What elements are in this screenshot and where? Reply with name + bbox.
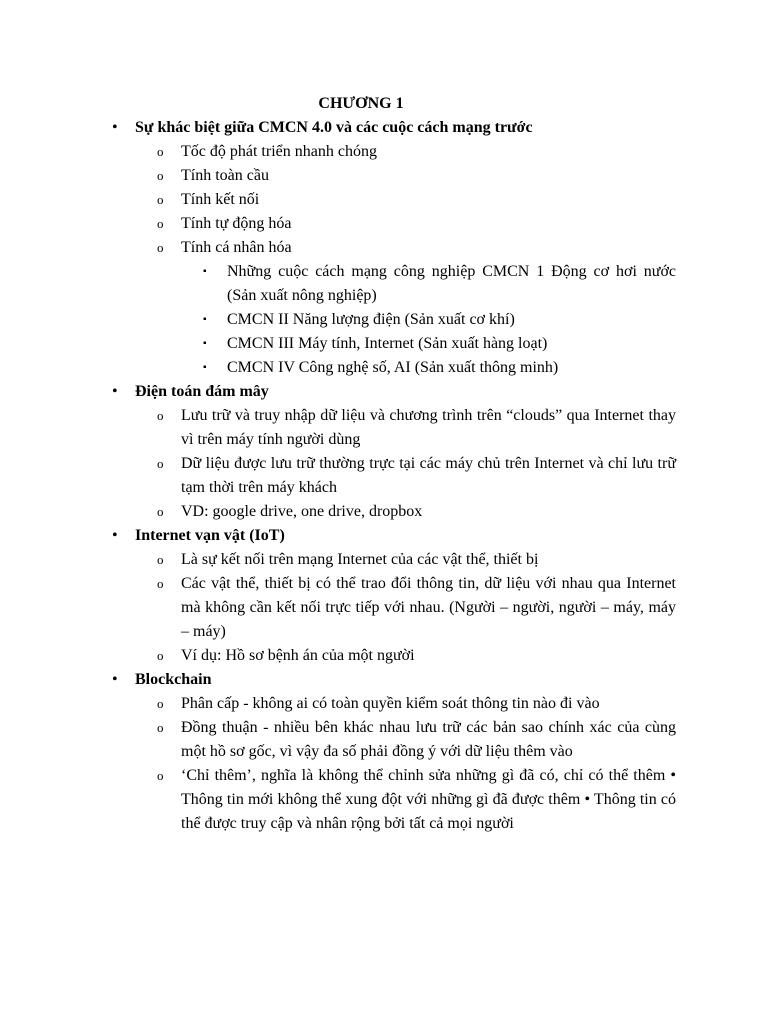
circle-marker: o	[157, 408, 164, 423]
section-item	[0, 668, 676, 836]
nested-list-item	[203, 356, 676, 380]
section-heading: Sự khác biệt giữa CMCN 4.0 và các cuộc cách mạng trước	[135, 119, 533, 136]
list-item-text: Tính toàn cầu	[181, 167, 269, 184]
list-item-text: Ví dụ: Hồ sơ bệnh án của một người	[181, 647, 415, 664]
list-item	[157, 692, 676, 716]
section-item	[0, 116, 676, 380]
list-item	[157, 764, 676, 836]
section-sublist	[135, 140, 676, 380]
circle-marker: o	[157, 144, 164, 159]
list-item	[157, 236, 676, 380]
section-sublist	[135, 692, 676, 836]
circle-marker: o	[157, 552, 164, 567]
list-item-text: Phân cấp - không ai có toàn quyền kiểm soát thông tin nào đi vào	[181, 695, 600, 712]
nested-item-text: CMCN III Máy tính, Internet (Sản xuất hàng loạt)	[227, 335, 548, 352]
list-item-text: Các vật thể, thiết bị có thể trao đổi thông tin, dữ liệu với nhau qua Internet mà không cần kết nối trực tiếp với nhau. (Người – người, người – máy, máy – máy)	[181, 575, 676, 640]
list-item	[157, 500, 676, 524]
section-heading: Internet vạn vật (IoT)	[135, 527, 285, 544]
list-item-text: Lưu trữ và truy nhập dữ liệu và chương trình trên “clouds” qua Internet thay vì trên máy tính người dùng	[181, 407, 676, 448]
list-item-text: ‘Chỉ thêm’, nghĩa là không thể chỉnh sửa những gì đã có, chỉ có thể thêm • Thông tin mới không thể xung đột với những gì đã được thêm • Thông tin có thể được truy cập và nhân rộng bởi tất cả mọi người	[181, 767, 676, 832]
bullet-marker: •	[112, 119, 118, 136]
list-item-text: Là sự kết nối trên mạng Internet của các vật thể, thiết bị	[181, 551, 539, 568]
nested-list-item	[203, 332, 676, 356]
circle-marker: o	[157, 768, 164, 783]
bullet-marker: •	[112, 671, 118, 688]
list-item-text: VD: google drive, one drive, dropbox	[181, 503, 423, 520]
square-marker: ▪	[203, 362, 207, 373]
circle-marker: o	[157, 192, 164, 207]
nested-list-item	[203, 260, 676, 308]
list-item-text: Tính kết nối	[181, 191, 260, 208]
section-item	[0, 380, 676, 524]
section-sublist	[135, 548, 676, 668]
square-marker: ▪	[203, 314, 207, 325]
list-item	[157, 452, 676, 500]
circle-marker: o	[157, 216, 164, 231]
list-item	[157, 716, 676, 764]
list-item-text: Tính cá nhân hóa	[181, 239, 292, 256]
list-item	[157, 572, 676, 644]
nested-sublist	[181, 260, 676, 380]
nested-item-text: CMCN IV Công nghệ số, AI (Sản xuất thông minh)	[227, 359, 559, 376]
list-item-text: Đồng thuận - nhiều bên khác nhau lưu trữ các bản sao chính xác của cùng một hồ sơ gốc, vì vậy đa số phải đồng ý với dữ liệu thêm vào	[181, 719, 676, 760]
list-item	[157, 404, 676, 452]
list-item	[157, 548, 676, 572]
list-item-text: Tốc độ phát triển nhanh chóng	[181, 143, 377, 160]
outline-list	[0, 116, 768, 836]
nested-item-text: CMCN II Năng lượng điện (Sản xuất cơ khí)	[227, 311, 515, 328]
nested-item-text: Những cuộc cách mạng công nghiệp CMCN 1 Động cơ hơi nước (Sản xuất nông nghiệp)	[227, 263, 676, 304]
list-item	[157, 188, 676, 212]
list-item-text: Tính tự động hóa	[181, 215, 292, 232]
section-item	[0, 524, 676, 668]
circle-marker: o	[157, 648, 164, 663]
circle-marker: o	[157, 696, 164, 711]
list-item	[157, 140, 676, 164]
circle-marker: o	[157, 240, 164, 255]
section-sublist	[135, 404, 676, 524]
section-heading: Điện toán đám mây	[135, 383, 269, 400]
bullet-marker: •	[112, 527, 118, 544]
list-item-text: Dữ liệu được lưu trữ thường trực tại các máy chủ trên Internet và chỉ lưu trữ tạm thời trên máy khách	[181, 455, 676, 496]
page-title: CHƯƠNG 1	[318, 95, 404, 112]
square-marker: ▪	[203, 338, 207, 349]
nested-list-item	[203, 308, 676, 332]
bullet-marker: •	[112, 383, 118, 400]
circle-marker: o	[157, 456, 164, 471]
square-marker: ▪	[203, 266, 207, 277]
list-item	[157, 164, 676, 188]
list-item	[157, 644, 676, 668]
section-heading: Blockchain	[135, 671, 212, 688]
circle-marker: o	[157, 504, 164, 519]
circle-marker: o	[157, 168, 164, 183]
list-item	[157, 212, 676, 236]
circle-marker: o	[157, 720, 164, 735]
circle-marker: o	[157, 576, 164, 591]
